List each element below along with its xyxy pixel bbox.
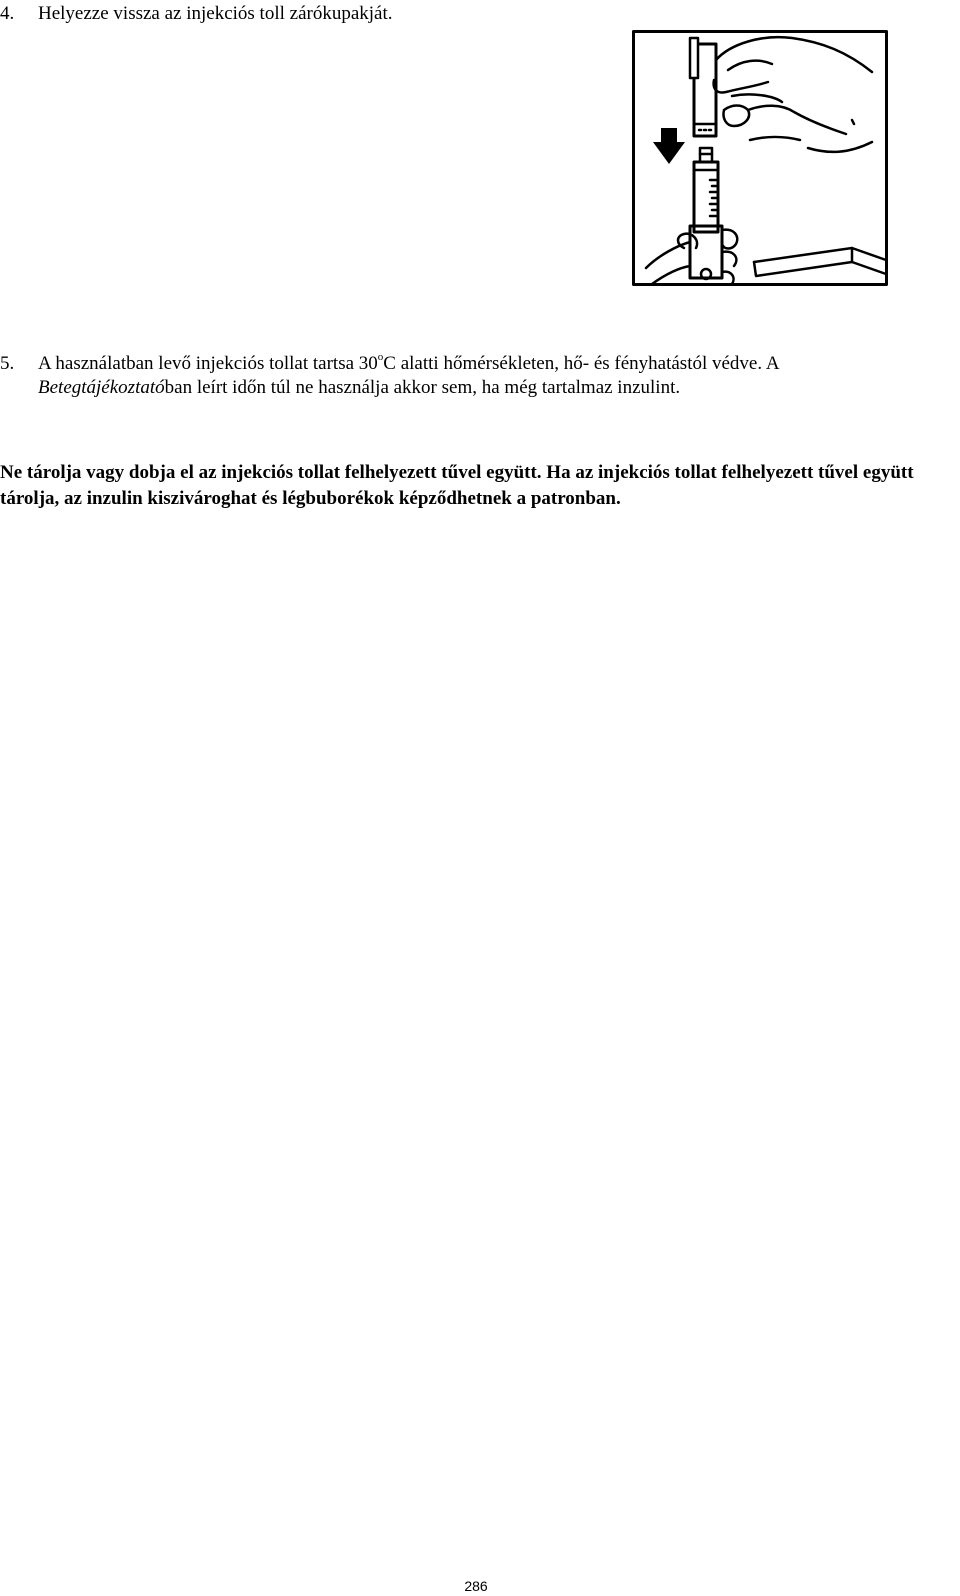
step-4 [0, 2, 393, 26]
page-number: 286 [464, 1578, 488, 1594]
step-5-number: 5. [0, 353, 15, 374]
degree-sign: o [377, 351, 384, 363]
step-5-text-c: ban leírt időn túl ne használja akkor sem, ha még tartalmaz inzulint. [164, 377, 681, 398]
step-4-number: 4. [0, 3, 15, 24]
step-5 [0, 352, 950, 400]
patient-leaflet-title: Betegtájékoztató [38, 377, 165, 398]
storage-warning: Ne tárolja vagy dobja el az injekciós tollat felhelyezett tűvel együtt. Ha az injekciós tollat felhelyezett tűvel együtt tárolja, az inzulin kiszivároghat és légbuborékok képződhetnek a patronban. [0, 462, 914, 509]
step-5-text-a: A használatban levő injekciós tollat tartsa 30 [38, 353, 378, 374]
step-5-text-b: C alatti hőmérsékleten, hő- és fényhatástól védve. A [383, 353, 780, 374]
insulin-pen-cap-illustration [632, 30, 888, 286]
step-4-text: Helyezze vissza az injekciós toll zárókupakját. [38, 3, 393, 24]
